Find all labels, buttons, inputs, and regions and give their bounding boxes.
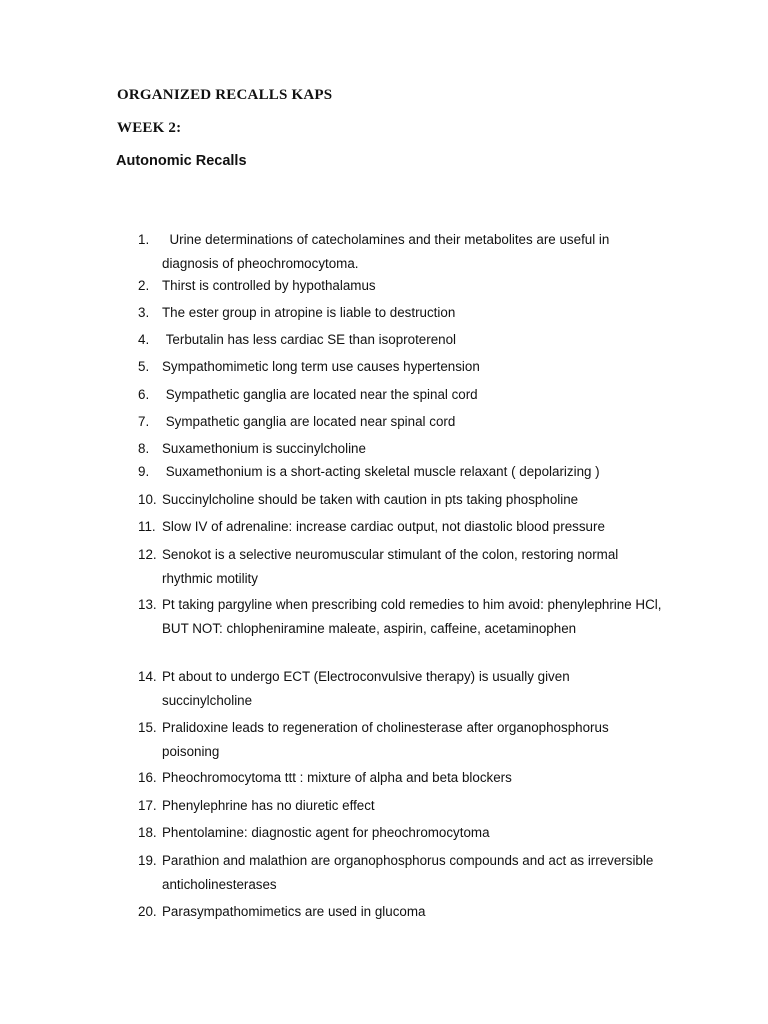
list-item-text: Sympathetic ganglia are located near spinal cord	[162, 414, 456, 429]
list-item-text: The ester group in atropine is liable to destruction	[162, 305, 456, 320]
list-item-number: 14.	[138, 669, 157, 684]
list-item-text: Pt about to undergo ECT (Electroconvulsive therapy) is usually given succinylcholine	[162, 669, 574, 708]
document-title: ORGANIZED RECALLS KAPS	[117, 87, 333, 103]
list-item-text: Thirst is controlled by hypothalamus	[162, 278, 376, 293]
list-item-number: 1.	[138, 232, 150, 247]
list-item-number: 16.	[138, 770, 157, 785]
list-item-text: Suxamethonium is a short-acting skeletal muscle relaxant ( depolarizing )	[162, 464, 600, 479]
list-item-text: Phentolamine: diagnostic agent for pheochromocytoma	[162, 825, 490, 840]
list-item-text: Urine determinations of catecholamines and their metabolites are useful in diagnosis of pheochromocytoma.	[162, 232, 614, 271]
list-item-number: 18.	[138, 825, 157, 840]
list-item-number: 13.	[138, 597, 157, 612]
list-item-number: 8.	[138, 441, 150, 456]
list-item-number: 12.	[138, 547, 157, 562]
list-item-text: Terbutalin has less cardiac SE than isoproterenol	[162, 332, 457, 347]
list-item-number: 9.	[138, 464, 150, 479]
list-item-number: 5.	[138, 359, 150, 374]
list-item-text: Parathion and malathion are organophosphorus compounds and act as irreversible anticholinesterases	[162, 853, 658, 892]
list-item-number: 2.	[138, 278, 150, 293]
section-heading: Autonomic Recalls	[116, 153, 247, 169]
list-item-text: Sympathetic ganglia are located near the spinal cord	[162, 387, 478, 402]
list-item-number: 7.	[138, 414, 150, 429]
list-item-number: 15.	[138, 720, 157, 735]
list-item-text: Sympathomimetic long term use causes hypertension	[162, 359, 480, 374]
list-item-text: Pralidoxine leads to regeneration of cholinesterase after organophosphorus poisoning	[162, 720, 613, 759]
list-item-text: Succinylcholine should be taken with caution in pts taking phospholine	[162, 492, 579, 507]
list-item-number: 3.	[138, 305, 150, 320]
list-item-text: Pt taking pargyline when prescribing cold remedies to him avoid: phenylephrine HCl, BUT NOT: chlopheniramine maleate, aspirin, caffeine, acetaminophen	[162, 597, 666, 636]
list-item-text: Senokot is a selective neuromuscular stimulant of the colon, restoring normal rhythmic motility	[162, 547, 622, 586]
list-item-number: 20.	[138, 904, 157, 919]
list-item-text: Pheochromocytoma ttt : mixture of alpha and beta blockers	[162, 770, 512, 785]
list-item-number: 17.	[138, 798, 157, 813]
list-item-number: 19.	[138, 853, 157, 868]
list-item-number: 6.	[138, 387, 150, 402]
list-item-text: Suxamethonium is succinylcholine	[162, 441, 366, 456]
list-item-number: 10.	[138, 492, 157, 507]
list-item-number: 4.	[138, 332, 150, 347]
list-item-number: 11.	[138, 519, 156, 534]
week-heading: WEEK 2:	[117, 120, 182, 136]
list-item-text: Parasympathomimetics are used in glucoma	[162, 904, 426, 919]
list-item-text: Slow IV of adrenaline: increase cardiac output, not diastolic blood pressure	[162, 519, 605, 534]
list-item-text: Phenylephrine has no diuretic effect	[162, 798, 375, 813]
